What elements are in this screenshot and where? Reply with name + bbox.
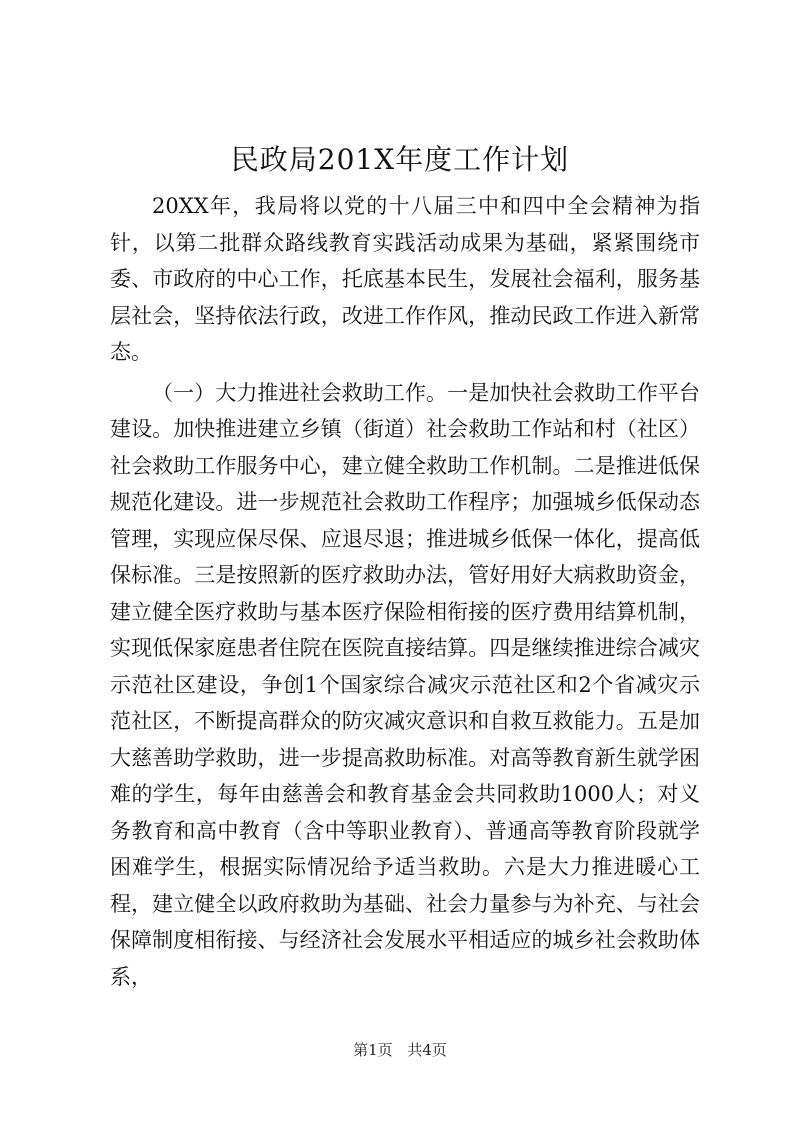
section-one-paragraph: （一）大力推进社会救助工作。一是加快社会救助工作平台建设。加快推进建立乡镇（街道）社会救助工作站和村（社区）社会救助工作服务中心，建立健全救助工作机制。二是推进低保规范化建设。进一步规范社会救助工作程序；加强城乡低保动态管理，实现应保尽保、应退尽退；推进城乡低保一体化，提高低保标准。三是按照新的医疗救助办法，管好用好大病救助资金，建立健全医疗救助与基本医疗保险相衔接的医疗费用结算机制，实现低保家庭患者住院在医院直接结算。四是继续推进综合减灾示范社区建设，争创1个国家综合减灾示范社区和2个省减灾示范社区，不断提高群众的防灾减灾意识和自救互救能力。五是加大慈善助学救助，进一步提高救助标准。对高等教育新生就学困难的学生，每年由慈善会和教育基金会共同救助1000人；对义务教育和高中教育（含中等职业教育）、普通高等教育阶段就学困难学生，根据实际情况给予适当救助。六是大力推进暖心工程，建立健全以政府救助为基础、社会力量参与为补充、与社会保障制度相衔接、与经济社会发展水平相适应的城乡社会救助体系， <box>110 380 700 989</box>
page-footer <box>0 1040 800 1060</box>
document-title: 民政局201X年度工作计划 <box>230 143 570 176</box>
document-body <box>110 188 700 995</box>
intro-paragraph: 20XX年，我局将以党的十八届三中和四中全会精神为指针，以第二批群众路线教育实践活动成果为基础，紧紧围绕市委、市政府的中心工作，托底基本民生，发展社会福利，服务基层社会，坚持依法行政，改进工作作风，推动民政工作进入新常态。 <box>110 194 700 364</box>
page-total: 共4页 <box>407 1041 447 1059</box>
page-number: 第1页 <box>353 1041 393 1059</box>
